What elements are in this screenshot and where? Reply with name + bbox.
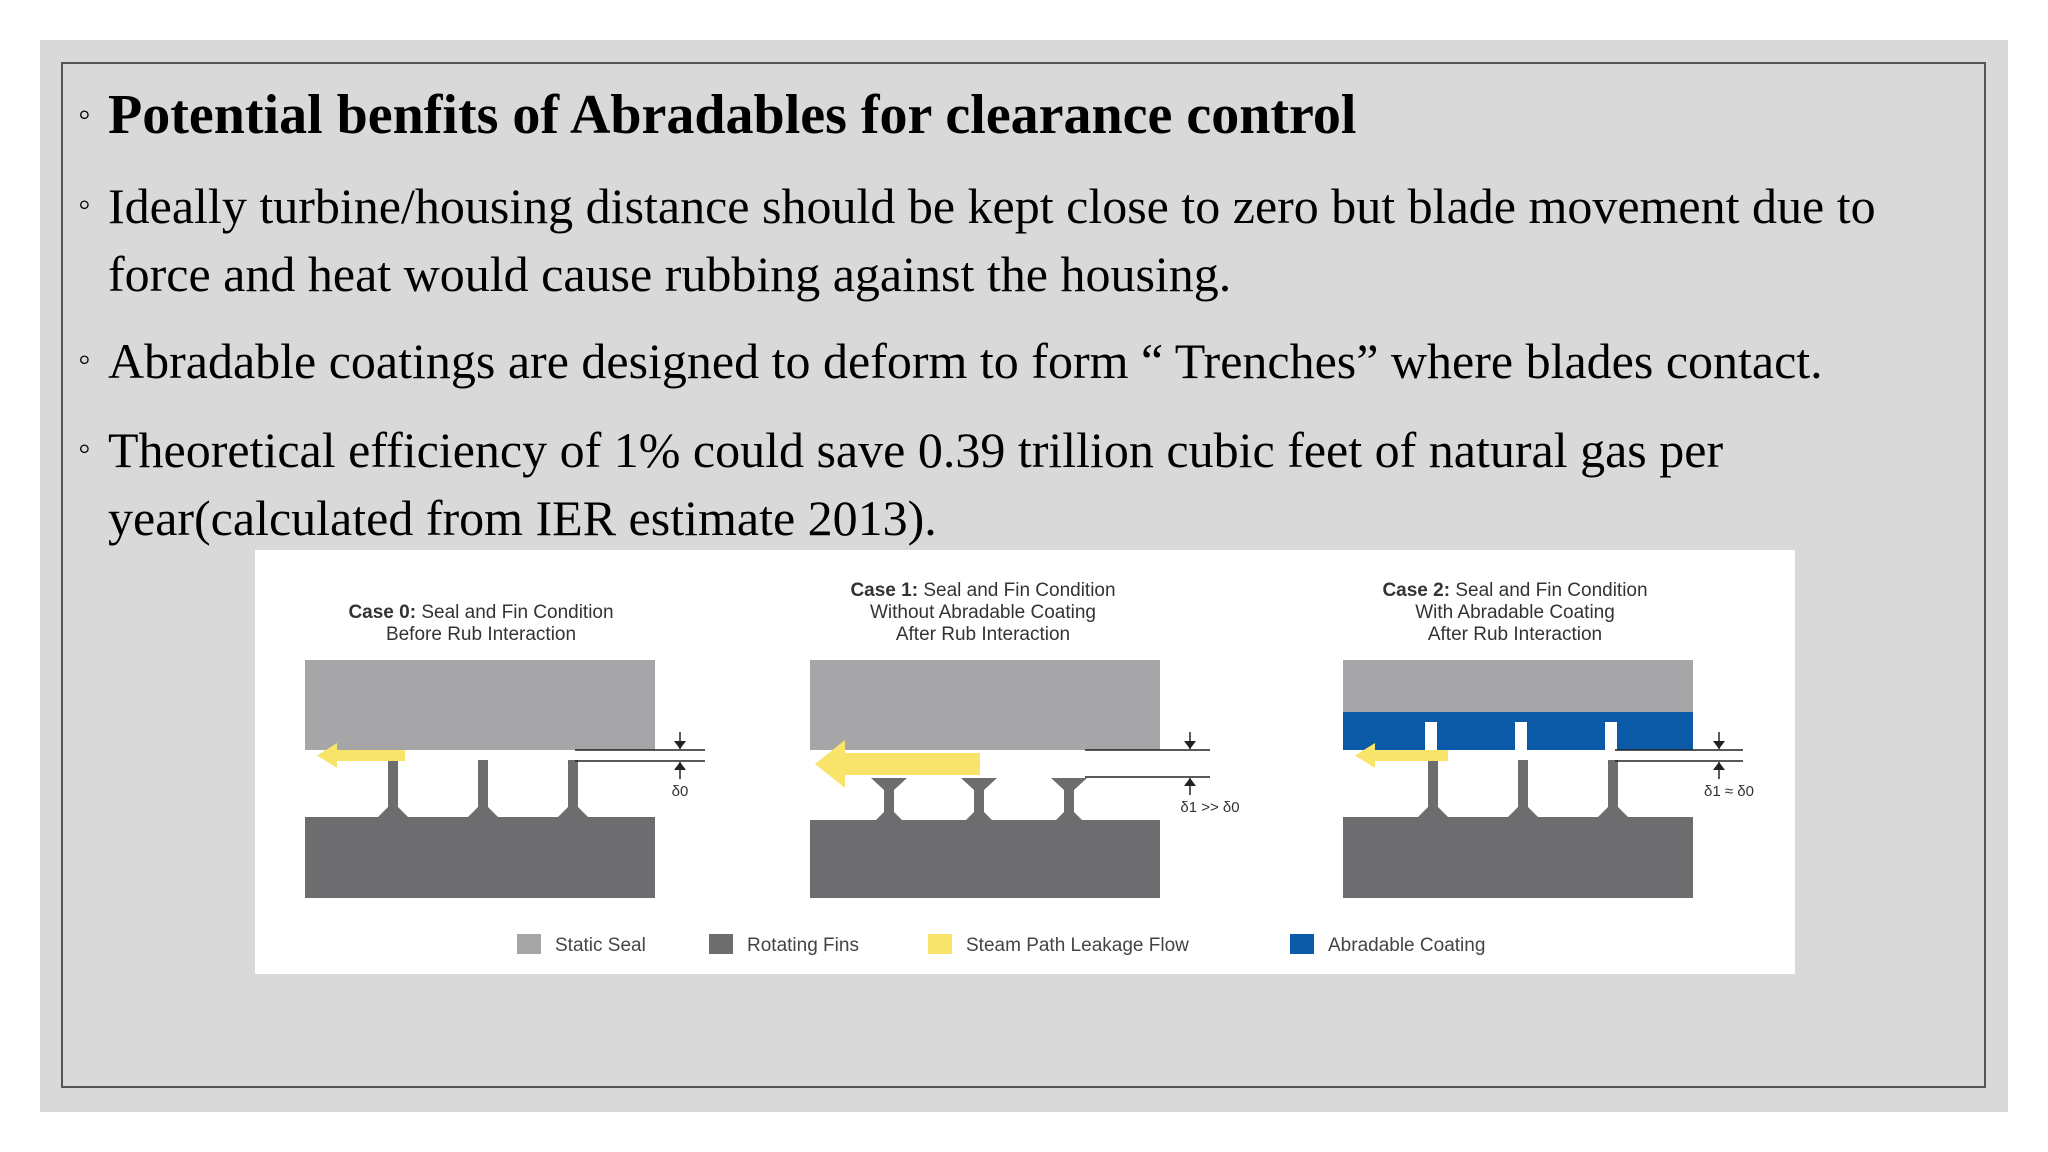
case-2-title-bold: Case 2: <box>1382 580 1451 601</box>
gap-arrow-head <box>674 762 686 770</box>
bullet-marker: ◦ <box>78 94 91 134</box>
case-1-title <box>850 580 1115 645</box>
bullet-text: Ideally turbine/housing distance should be kept close to zero but blade movement due to force and heat would cause rubbing against the housing. <box>108 178 1876 302</box>
case-2-title <box>1382 580 1647 645</box>
legend-swatch-abradable-coating <box>1290 934 1314 954</box>
case-2-title-rest: Seal and Fin Condition <box>1450 580 1648 601</box>
gap-arrow-head <box>1713 741 1725 749</box>
legend-label-rotating-fins: Rotating Fins <box>747 935 859 956</box>
coating-trench <box>1425 722 1437 750</box>
case-1-diagram <box>810 660 1240 898</box>
coating-trench <box>1515 722 1527 750</box>
bullet-marker: ◦ <box>78 339 91 379</box>
case-2-line2: With Abradable Coating <box>1415 602 1615 623</box>
gap-arrow-head <box>1184 778 1196 786</box>
leakage-flow <box>1363 750 1448 761</box>
case-0-title <box>348 602 613 645</box>
legend-label-static-seal: Static Seal <box>555 935 646 956</box>
case-0-title-rest: Seal and Fin Condition <box>416 602 614 623</box>
case-0-title-bold: Case 0: <box>348 602 417 623</box>
case-1-line3: After Rub Interaction <box>895 624 1071 645</box>
bullet-marker: ◦ <box>78 428 91 468</box>
bullet-text: Theoretical efficiency of 1% could save 0.39 trillion cubic feet of natural gas per year(calculated from IER estimate 2013). <box>108 422 1724 546</box>
bullet-text: Abradable coatings are designed to deform to form “ Trenches” where blades contact. <box>108 333 1823 389</box>
svg-text:Case 1: Seal and Fin Condition <box>850 580 1115 601</box>
gap-arrow-head <box>1184 741 1196 749</box>
legend-swatch-leakage-flow <box>928 934 952 954</box>
gap-arrow-head <box>1713 762 1725 770</box>
case-0-line2: Before Rub Interaction <box>385 624 577 645</box>
bullet-marker: ◦ <box>78 184 91 224</box>
coating-trench <box>1605 722 1617 750</box>
seal-fin-diagram <box>255 550 1795 974</box>
static-seal <box>810 660 1160 750</box>
static-seal <box>1343 660 1693 712</box>
legend-label-abradable-coating: Abradable Coating <box>1328 935 1486 956</box>
leakage-flow <box>830 753 980 775</box>
rotating-fins <box>305 760 655 898</box>
legend-label-leakage-flow: Steam Path Leakage Flow <box>966 935 1189 956</box>
legend-swatch-rotating-fins <box>709 934 733 954</box>
case-2-line3: After Rub Interaction <box>1427 624 1603 645</box>
case-1-title-bold: Case 1: <box>850 580 919 601</box>
rotating-fins <box>1343 760 1693 898</box>
svg-text:Case 2: Seal and Fin Condition <box>1382 580 1647 601</box>
gap-label: δ1 ≈ δ0 <box>1704 783 1754 800</box>
gap-label: δ1 >> δ0 <box>1180 799 1240 816</box>
case-1-title-rest: Seal and Fin Condition <box>918 580 1116 601</box>
legend-swatch-static-seal <box>517 934 541 954</box>
case-1-line2: Without Abradable Coating <box>869 602 1097 623</box>
gap-arrow-head <box>674 741 686 749</box>
case-0-diagram <box>305 660 705 898</box>
svg-text:Case 0: Seal and Fin Condition <box>348 602 613 623</box>
case-2-diagram <box>1343 660 1754 898</box>
static-seal <box>305 660 655 750</box>
rotating-fins <box>810 778 1160 898</box>
slide-heading: Potential benfits of Abradables for clearance control <box>108 84 1357 146</box>
legend <box>517 934 1485 956</box>
gap-label: δ0 <box>671 783 689 800</box>
